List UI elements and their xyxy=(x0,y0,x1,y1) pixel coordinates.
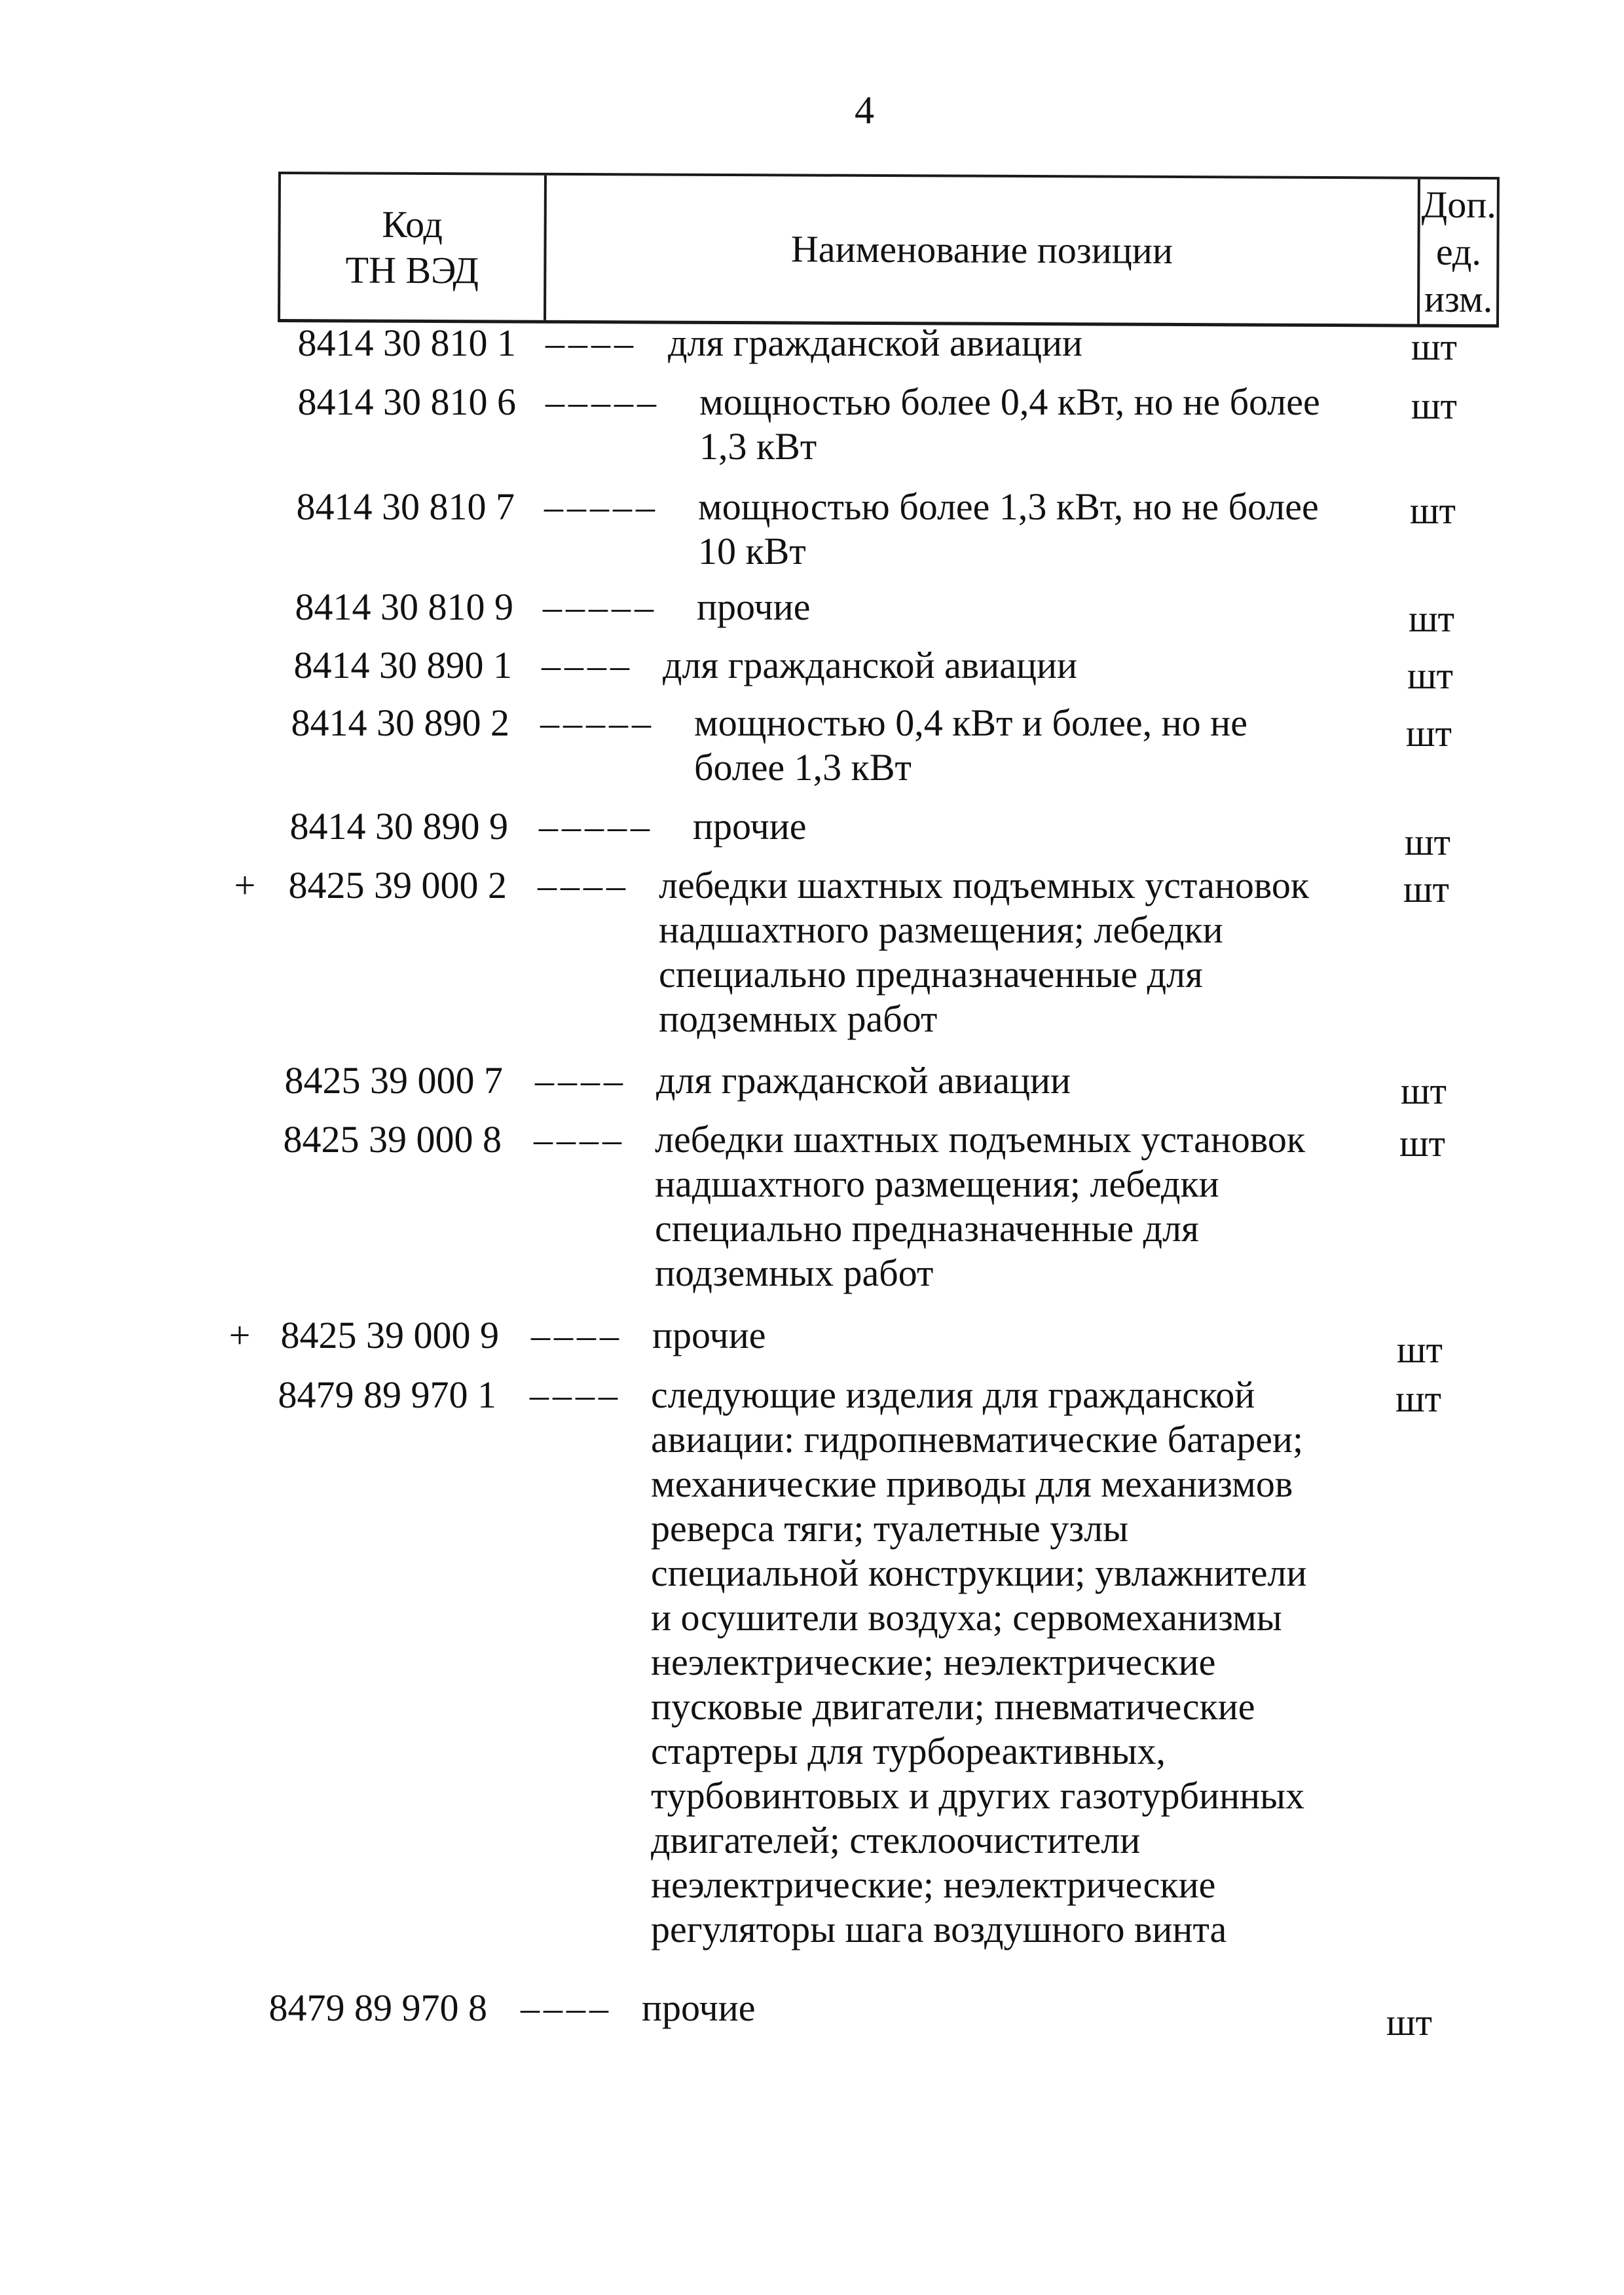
row-dashes: –––– xyxy=(530,1373,621,1416)
row-dashes: ––––– xyxy=(545,381,660,423)
row-unit: шт xyxy=(1401,1070,1447,1112)
header-unit-label: Доп. ед. изм. xyxy=(1421,183,1496,320)
row-code: 8414 30 810 9 xyxy=(295,586,513,628)
row-name: мощностью 0,4 кВт и более, но не более 1,3 кВт xyxy=(694,701,1247,789)
row-code: 8414 30 810 6 xyxy=(297,381,516,423)
row-unit: шт xyxy=(1409,597,1455,640)
row-unit: шт xyxy=(1407,654,1454,697)
row-unit: шт xyxy=(1395,1377,1442,1420)
row-dashes: ––––– xyxy=(544,485,659,528)
row-code: 8414 30 890 1 xyxy=(293,644,512,686)
row-dashes: ––––– xyxy=(543,586,657,628)
row-unit: шт xyxy=(1397,1328,1443,1371)
row-unit: шт xyxy=(1406,712,1452,755)
row-unit: шт xyxy=(1410,489,1456,532)
row-unit: шт xyxy=(1405,821,1451,863)
row-name: прочие xyxy=(642,1987,756,2029)
row-code: 8479 89 970 1 xyxy=(278,1373,496,1416)
header-name-label: Наименование позиции xyxy=(790,227,1173,272)
row-name: прочие xyxy=(693,805,807,848)
row-unit: шт xyxy=(1403,868,1450,910)
row-code: 8414 30 810 1 xyxy=(297,322,516,364)
row-unit: шт xyxy=(1399,1122,1446,1165)
row-name: для гражданской авиации xyxy=(663,644,1078,686)
row-dashes: –––– xyxy=(545,322,637,364)
row-dashes: –––– xyxy=(538,864,629,906)
row-mark: + xyxy=(229,1314,251,1356)
row-name: мощностью более 1,3 кВт, но не более 10 кВт xyxy=(698,485,1319,572)
header-code-label: Код ТН ВЭД xyxy=(345,202,479,291)
row-code: 8425 39 000 8 xyxy=(283,1118,502,1161)
row-code: 8425 39 000 9 xyxy=(280,1314,499,1356)
row-unit: шт xyxy=(1386,2001,1433,2043)
row-mark: + xyxy=(234,864,256,906)
row-dashes: –––– xyxy=(534,1118,625,1161)
row-dashes: –––– xyxy=(531,1314,623,1356)
row-code: 8414 30 890 2 xyxy=(291,701,509,744)
row-code: 8414 30 810 7 xyxy=(296,485,515,528)
row-name: лебедки шахтных подъемных установок надшахтного размещения; лебедки специально предназначенные для подземных работ xyxy=(659,864,1310,1040)
row-dashes: –––– xyxy=(535,1059,627,1102)
row-unit: шт xyxy=(1411,384,1458,427)
page-number: 4 xyxy=(855,88,874,132)
row-code: 8479 89 970 8 xyxy=(268,1987,487,2029)
row-name: для гражданской авиации xyxy=(656,1059,1071,1102)
row-code: 8414 30 890 9 xyxy=(289,805,508,848)
row-dashes: ––––– xyxy=(539,805,654,848)
row-dashes: ––––– xyxy=(540,701,655,744)
row-dashes: –––– xyxy=(542,644,633,686)
row-name: прочие xyxy=(652,1314,766,1356)
row-code: 8425 39 000 2 xyxy=(288,864,507,906)
row-dashes: –––– xyxy=(521,1987,612,2029)
row-unit: шт xyxy=(1411,326,1458,368)
row-name: следующие изделия для гражданской авиации: гидропневматические батареи; механические приводы для механизмов реверса тяги; туалетные узлы специальной конструкции; увлажнители и осушители воздуха; сервомеханизмы неэлектрические; неэлектрические пусковые двигатели; пневматические стартеры для турбореактивных, турбовинтовых и других газотурбинных двигателей; стеклоочистители неэлектрические; неэлектрические регуляторы шага воздушного винта xyxy=(651,1373,1307,1950)
row-name: лебедки шахтных подъемных установок надшахтного размещения; лебедки специально предназначенные для подземных работ xyxy=(655,1118,1306,1294)
row-name: для гражданской авиации xyxy=(668,322,1083,364)
row-code: 8425 39 000 7 xyxy=(284,1059,503,1102)
row-name: прочие xyxy=(697,586,811,628)
row-name: мощностью более 0,4 кВт, но не более 1,3 кВт xyxy=(699,381,1320,468)
